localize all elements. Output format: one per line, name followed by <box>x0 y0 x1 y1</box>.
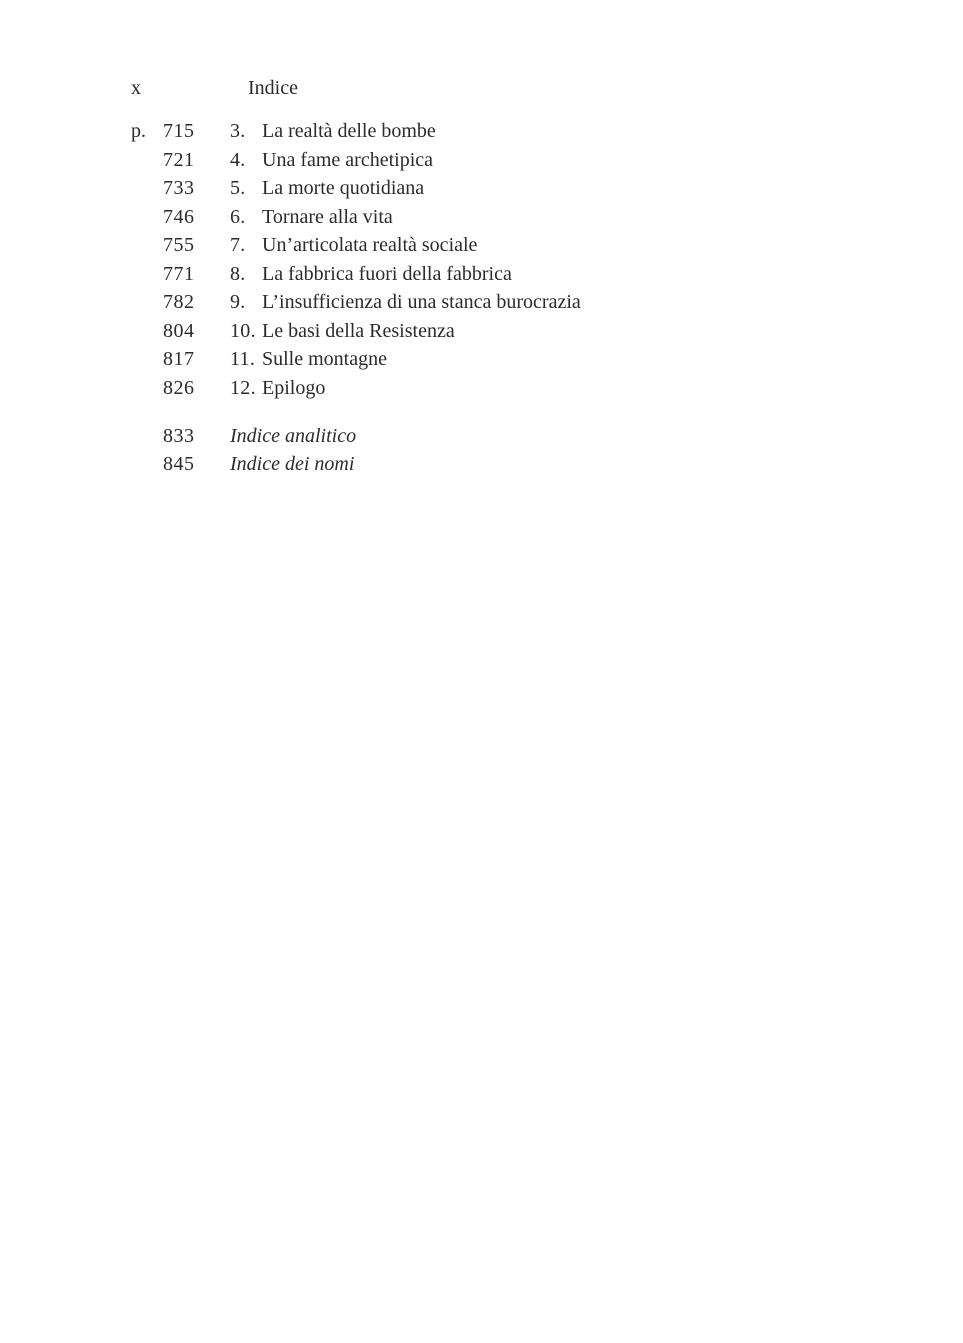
toc-chapter-title: La morte quotidiana <box>262 177 425 199</box>
toc-entry[interactable] <box>0 260 963 289</box>
toc-chapter-title: L’insufficienza di una stanca burocrazia <box>262 291 581 313</box>
toc-page-number: 782 <box>163 291 195 313</box>
toc-entry[interactable] <box>0 317 963 346</box>
toc-chapter-number: 8. <box>230 262 246 285</box>
toc-chapter-title: Una fame archetipica <box>262 148 434 171</box>
toc-chapter-title: Un’articolata realtà sociale <box>262 234 478 256</box>
toc-entry[interactable] <box>0 288 963 317</box>
toc-page-number: 817 <box>163 348 195 370</box>
toc-chapter-number: 10. <box>230 319 256 342</box>
toc-chapter-title: La realtà delle bombe <box>262 120 436 142</box>
toc-chapter-title: La fabbrica fuori della fabbrica <box>262 262 512 285</box>
toc-page-number: 771 <box>163 262 195 285</box>
toc-chapter-number: 6. <box>230 205 246 228</box>
toc-back-matter-entry[interactable] <box>0 422 963 450</box>
toc-chapter-title: Tornare alla vita <box>262 205 393 228</box>
toc-back-matter-title: Indice analitico <box>230 425 357 447</box>
toc-page-number: 715 <box>163 120 195 142</box>
page-prefix: p. <box>131 120 146 142</box>
toc-entry[interactable] <box>0 231 963 260</box>
toc-entry[interactable] <box>0 146 963 175</box>
toc-chapter-number: 3. <box>230 120 246 142</box>
toc-page-number: 826 <box>163 376 195 399</box>
toc-chapter-title: Le basi della Resistenza <box>262 319 455 342</box>
toc-page-number: 746 <box>163 205 195 228</box>
toc-entry[interactable] <box>0 374 963 403</box>
table-of-contents <box>0 117 963 478</box>
toc-entry[interactable] <box>0 203 963 232</box>
page-folio: x <box>131 77 141 99</box>
toc-page-number: 833 <box>163 425 195 447</box>
toc-back-matter-title: Indice dei nomi <box>230 452 355 475</box>
toc-chapter-number: 5. <box>230 177 246 199</box>
toc-chapter-number: 11. <box>230 348 256 370</box>
toc-chapter-title: Epilogo <box>262 376 326 399</box>
toc-chapter-number: 12. <box>230 376 256 399</box>
toc-page-number: 845 <box>163 452 195 475</box>
toc-entry[interactable] <box>0 345 963 374</box>
toc-page-number: 804 <box>163 319 195 342</box>
toc-entry[interactable] <box>0 117 963 146</box>
toc-page-number: 755 <box>163 234 195 256</box>
toc-chapter-number: 7. <box>230 234 246 256</box>
toc-entry[interactable] <box>0 174 963 203</box>
toc-page-number: 733 <box>163 177 195 199</box>
toc-chapter-title: Sulle montagne <box>262 348 387 370</box>
running-head: Indice <box>248 77 298 99</box>
toc-back-matter-entry[interactable] <box>0 450 963 479</box>
toc-chapter-number: 9. <box>230 291 246 313</box>
toc-chapter-number: 4. <box>230 148 246 171</box>
toc-page-number: 721 <box>163 148 195 171</box>
